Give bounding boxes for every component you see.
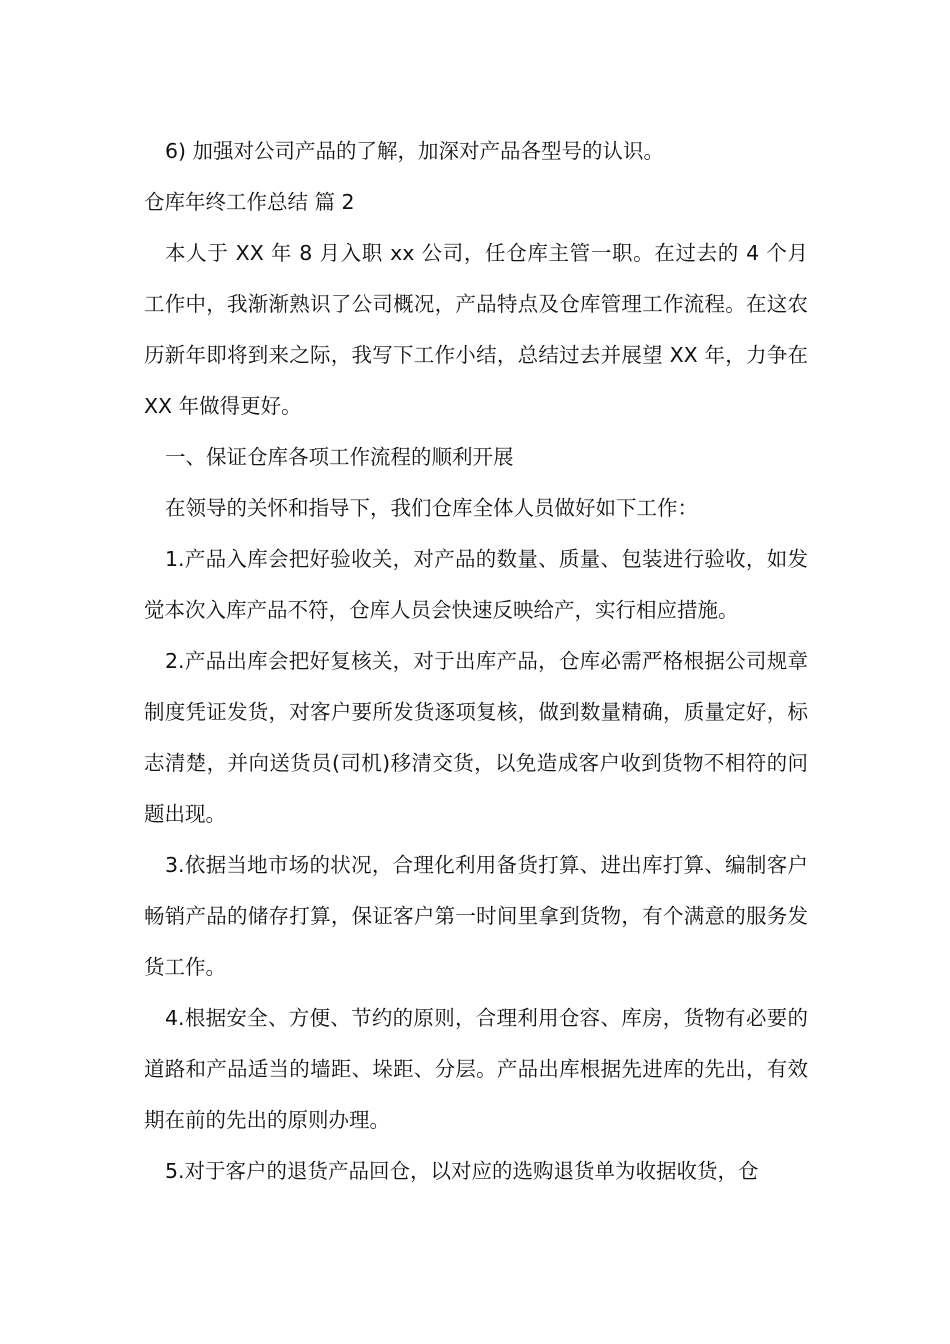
lead-paragraph: 在领导的关怀和指导下，我们仓库全体人员做好如下工作： — [165, 496, 698, 520]
list-item-2: 2.产品出库会把好复核关，对于出库产品，仓库必需严格根据公司规章制度凭证发货，对客户要所发货逐项复核，做到数量精确，质量定好，标志清楚，并向送货员(司机)移清交货，以免造成客户收到货物不相符的问题出现。 — [144, 649, 808, 826]
section-heading-1: 一、保证仓库各项工作流程的顺利开展 — [165, 445, 514, 469]
paragraph-item-6: 6) 加强对公司产品的了解，加深对产品各型号的认识。 — [165, 139, 665, 163]
list-item-3: 3.依据当地市场的状况，合理化利用备货打算、进出库打算、编制客户畅销产品的储存打算，保证客户第一时间里拿到货物，有个满意的服务发货工作。 — [144, 853, 808, 979]
intro-paragraph: 本人于 XX 年 8 月入职 xx 公司，任仓库主管一职。在过去的 4 个月工作中，我渐渐熟识了公司概况，产品特点及仓库管理工作流程。在这农历新年即将到来之际，我写下工作小结，总结过去并展望 XX 年，力争在 XX 年做得更好。 — [144, 241, 808, 418]
list-item-4: 4.根据安全、方便、节约的原则，合理利用仓容、库房，货物有必要的道路和产品适当的墙距、垛距、分层。产品出库根据先进库的先出，有效期在前的先出的原则办理。 — [144, 1006, 808, 1132]
list-item-1: 1.产品入库会把好验收关，对产品的数量、质量、包装进行验收，如发觉本次入库产品不符，仓库人员会快速反映给产，实行相应措施。 — [144, 547, 808, 622]
document-body — [144, 126, 808, 1197]
section-title: 仓库年终工作总结 篇 2 — [144, 190, 355, 214]
list-item-5: 5.对于客户的退货产品回仓，以对应的选购退货单为收据收货，仓 — [165, 1159, 759, 1183]
